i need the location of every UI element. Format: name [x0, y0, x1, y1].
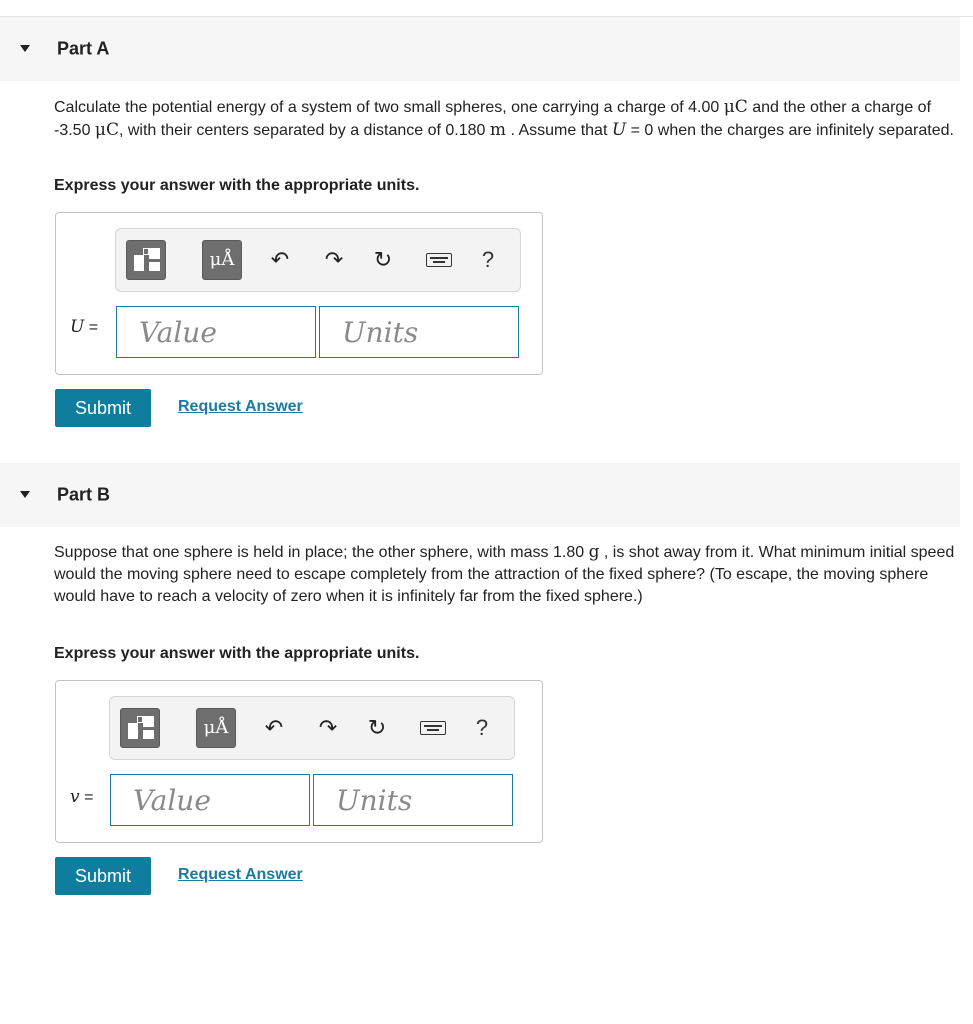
undo-icon[interactable]: ↶ — [264, 715, 284, 740]
redo-icon[interactable]: ↷ — [324, 247, 344, 272]
math-toolbar — [109, 696, 515, 760]
part-a-instruction: Express your answer with the appropriate units. — [54, 177, 420, 194]
submit-button[interactable]: Submit — [55, 857, 151, 895]
units-input[interactable] — [319, 306, 519, 358]
variable-label: U = — [70, 317, 99, 337]
undo-icon[interactable]: ↶ — [270, 247, 290, 272]
math-toolbar — [115, 228, 521, 292]
redo-icon[interactable]: ↷ — [318, 715, 338, 740]
units-icon[interactable]: μÅ — [202, 240, 242, 280]
keyboard-icon[interactable] — [426, 253, 452, 267]
part-a-answer-box — [55, 212, 543, 375]
request-answer-link[interactable]: Request Answer — [178, 398, 303, 415]
value-input[interactable] — [110, 774, 310, 826]
reset-icon[interactable]: ↻ — [367, 715, 387, 740]
units-icon[interactable]: μÅ — [196, 708, 236, 748]
part-b-title: Part B — [57, 484, 111, 505]
templates-icon[interactable] — [120, 708, 160, 748]
part-b-header[interactable] — [0, 463, 960, 527]
part-b-instruction: Express your answer with the appropriate units. — [54, 645, 420, 662]
units-input[interactable] — [313, 774, 513, 826]
caret-down-icon[interactable] — [20, 45, 30, 52]
part-a-title: Part A — [57, 38, 110, 59]
submit-button[interactable]: Submit — [55, 389, 151, 427]
templates-icon[interactable] — [126, 240, 166, 280]
part-b-question: Suppose that one sphere is held in place; the other sphere, with mass 1.80 g , is shot away from it. What minimum initial speed would the moving sphere need to escape completely from the attraction of the fixed sphere? (To escape, the moving sphere would have to reach a velocity of zero when it is infinitely far from the fixed sphere.) — [54, 542, 955, 605]
help-icon[interactable]: ? — [481, 247, 495, 272]
part-b-answer-box — [55, 680, 543, 843]
reset-icon[interactable]: ↻ — [373, 247, 393, 272]
part-a-question: Calculate the potential energy of a system of two small spheres, one carrying a charge of 4.00 μC and the other a charge of -3.50 μC, with their centers separated by a distance of 0.180 m . Assume that U = 0 when the charges are infinitely separated. — [54, 97, 954, 140]
request-answer-link[interactable]: Request Answer — [178, 866, 303, 883]
variable-label: v = — [70, 787, 94, 807]
value-input[interactable] — [116, 306, 316, 358]
part-a-header[interactable] — [0, 17, 960, 81]
keyboard-icon[interactable] — [420, 721, 446, 735]
caret-down-icon[interactable] — [20, 491, 30, 498]
help-icon[interactable]: ? — [475, 715, 489, 740]
